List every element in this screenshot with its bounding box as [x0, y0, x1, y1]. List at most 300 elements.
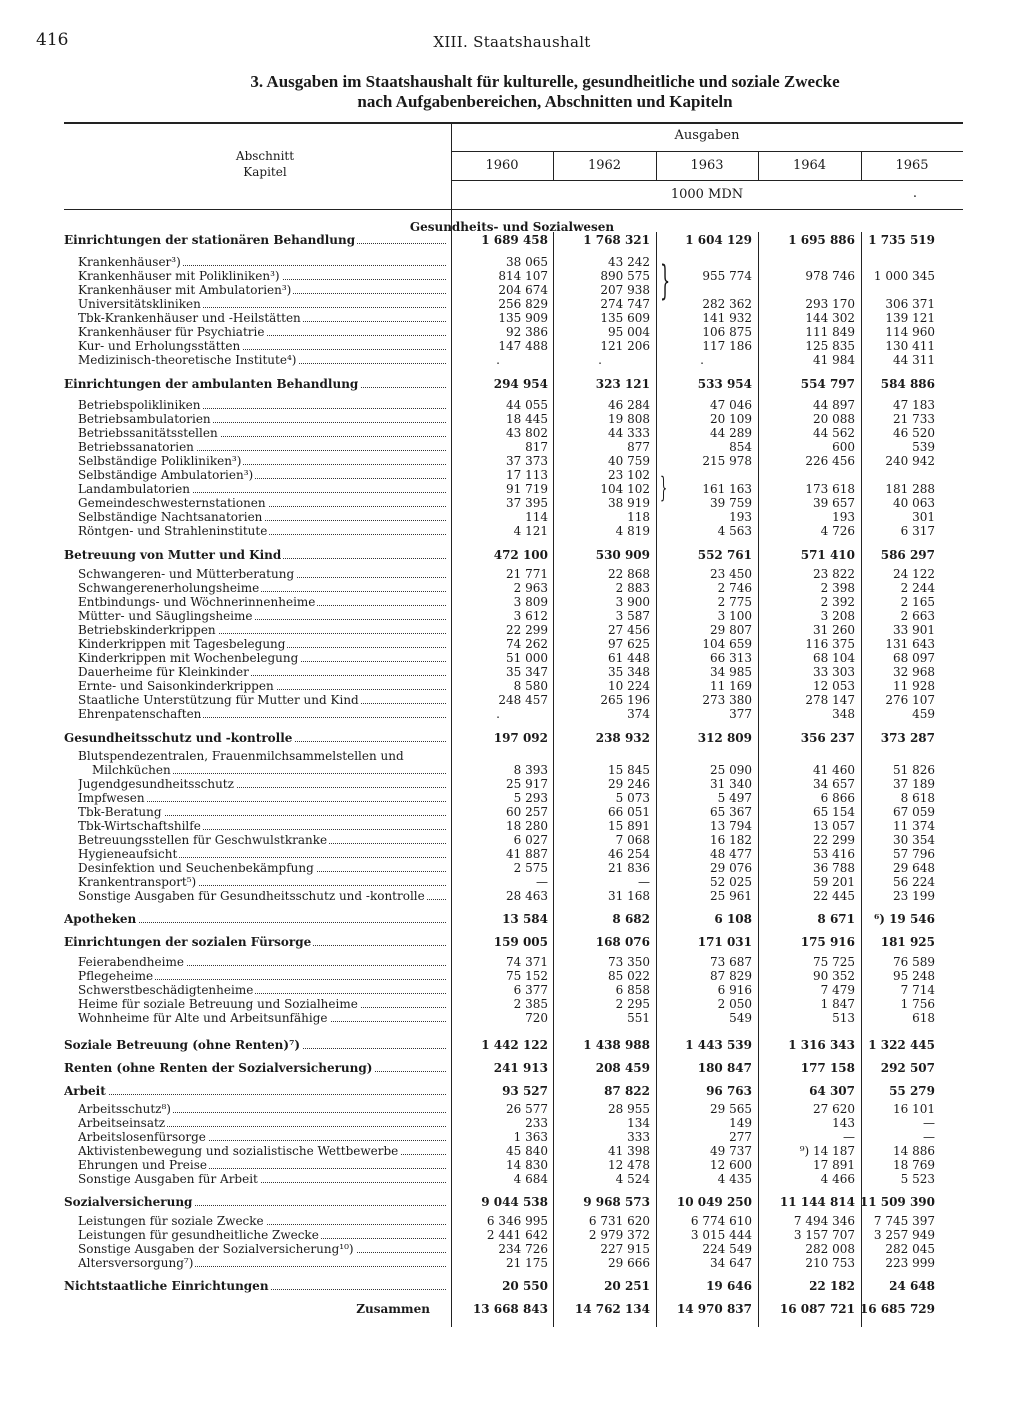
table-cell: 181 288: [885, 482, 935, 496]
table-cell: 32 968: [893, 665, 935, 679]
table-cell: 180 847: [697, 1061, 752, 1075]
table-cell: 1 443 539: [685, 1038, 752, 1052]
row-label-text: Kinderkrippen mit Wochenbelegung: [78, 651, 299, 665]
ausgaben-header: Ausgaben: [674, 128, 740, 143]
table-cell: 5 293: [513, 791, 548, 805]
table-cell: 11 144 814: [779, 1195, 855, 1209]
row-label-section: [64, 1038, 446, 1052]
table-cell: 134: [627, 1116, 650, 1130]
row-label-text: Dauerheime für Kleinkinder: [78, 665, 249, 679]
table-cell: ⁶) 19 546: [873, 912, 935, 926]
table-cell: 40 063: [893, 496, 935, 510]
brace-1963-ambulatorien: }: [660, 471, 668, 504]
table-cell: 29 666: [608, 1256, 650, 1270]
table-cell: 348: [832, 707, 855, 721]
table-cell: 2 050: [717, 997, 752, 1011]
table-cell: 11 374: [893, 819, 935, 833]
row-label-text: Krankenhäuser mit Ambulatorien³): [78, 283, 292, 297]
table-cell: 118: [627, 510, 650, 524]
row-label-text: Altersversorgung⁷): [78, 1256, 194, 1270]
table-cell: 29 076: [710, 861, 752, 875]
table-cell: 49 737: [710, 1144, 752, 1158]
table-cell: 7 714: [900, 983, 935, 997]
table-cell: .: [598, 353, 602, 367]
table-cell: 2 746: [717, 581, 752, 595]
table-cell: 2 392: [820, 595, 855, 609]
table-cell: 278 147: [805, 693, 855, 707]
row-label: [78, 468, 446, 482]
row-label-text: Leistungen für soziale Zwecke: [78, 1214, 264, 1228]
table-cell: 87 829: [710, 969, 752, 983]
table-cell: 1 768 321: [583, 233, 650, 247]
row-label: [78, 398, 446, 412]
table-cell: 29 807: [710, 623, 752, 637]
table-cell: 7 479: [820, 983, 855, 997]
row-label-text: Krankenhäuser mit Polikliniken³): [78, 269, 280, 283]
table-cell: 3 208: [820, 609, 855, 623]
row-label-section: [64, 233, 446, 247]
table-cell: 814 107: [498, 269, 548, 283]
table-cell: 1 442 122: [481, 1038, 548, 1052]
table-cell: 23 822: [813, 567, 855, 581]
row-label: [78, 1144, 446, 1158]
table-cell: 8 393: [513, 763, 548, 777]
table-cell: 44 289: [710, 426, 752, 440]
row-label-section: [64, 548, 446, 562]
table-cell: 149: [729, 1116, 752, 1130]
header-bottom-rule: [64, 209, 963, 210]
table-cell: 144 302: [805, 311, 855, 325]
table-cell: 141 932: [702, 311, 752, 325]
table-cell: ⁹) 14 187: [799, 1144, 855, 1158]
year-1960: 1960: [485, 158, 519, 173]
table-cell: 68 097: [893, 651, 935, 665]
table-cell: —: [843, 1130, 855, 1144]
table-cell: 13 668 843: [472, 1302, 548, 1316]
row-label: [78, 651, 446, 665]
table-cell: 73 687: [710, 955, 752, 969]
table-cell: 181 925: [880, 935, 935, 949]
table-cell: 2 295: [615, 997, 650, 1011]
row-label: [78, 861, 446, 875]
row-label-text: Apotheken: [64, 912, 137, 926]
table-cell: 41 460: [813, 763, 855, 777]
table-cell: —: [923, 1116, 935, 1130]
table-cell: 571 410: [800, 548, 855, 562]
table-cell: 61 448: [608, 651, 650, 665]
table-cell: 64 307: [809, 1084, 855, 1098]
table-cell: 224 549: [702, 1242, 752, 1256]
table-cell: 117 186: [702, 339, 752, 353]
row-label-text: Mütter- und Säuglingsheime: [78, 609, 253, 623]
table-cell: 294 954: [493, 377, 548, 391]
table-cell: 15 845: [608, 763, 650, 777]
table-cell: 22 299: [813, 833, 855, 847]
table-cell: 530 909: [595, 548, 650, 562]
row-label: [78, 805, 446, 819]
table-cell: 175 916: [800, 935, 855, 949]
row-label: [78, 524, 446, 538]
table-cell: 282 008: [805, 1242, 855, 1256]
table-cell: 27 456: [608, 623, 650, 637]
table-cell: 104 102: [600, 482, 650, 496]
row-label-text: Aktivistenbewegung und sozialistische Wettbewerbe: [78, 1144, 399, 1158]
row-label: [78, 1228, 446, 1242]
row-label: [78, 1172, 446, 1186]
table-cell: 241 913: [493, 1061, 548, 1075]
table-cell: 8 682: [612, 912, 650, 926]
row-label: [78, 1102, 446, 1116]
table-cell: 265 196: [600, 693, 650, 707]
table-cell: 114 960: [885, 325, 935, 339]
table-cell: 65 154: [813, 805, 855, 819]
table-cell: 6 027: [513, 833, 548, 847]
row-label: [78, 311, 446, 325]
row-label-text: Wohnheime für Alte und Arbeitsunfähige: [78, 1011, 328, 1025]
row-label-text: Hygieneaufsicht: [78, 847, 178, 861]
table-cell: 10 224: [608, 679, 650, 693]
table-cell: 114: [525, 510, 548, 524]
row-label-text: Schwangerenerholungsheime: [78, 581, 260, 595]
table-cell: 539: [912, 440, 935, 454]
row-label-text: Krankenhäuser für Psychiatrie: [78, 325, 265, 339]
row-label-text: Einrichtungen der stationären Behandlung: [64, 233, 356, 247]
year-1963: 1963: [690, 158, 724, 173]
table-cell: 273 380: [702, 693, 752, 707]
table-cell: 23 199: [893, 889, 935, 903]
row-label-text: Kinderkrippen mit Tagesbelegung: [78, 637, 286, 651]
table-cell: 20 251: [604, 1279, 650, 1293]
table-cell: 14 970 837: [676, 1302, 752, 1316]
row-label-text: Schwerstbeschädigtenheime: [78, 983, 254, 997]
table-cell: 274 747: [600, 297, 650, 311]
table-cell: 29 565: [710, 1102, 752, 1116]
table-cell: 46 284: [608, 398, 650, 412]
table-cell: 204 674: [498, 283, 548, 297]
row-label-text: Heime für soziale Betreuung und Sozialheime: [78, 997, 358, 1011]
row-label: [78, 791, 446, 805]
table-cell: 73 350: [608, 955, 650, 969]
row-label-section: [64, 377, 446, 391]
table-cell: 40 759: [608, 454, 650, 468]
row-label-text: Universitätskliniken: [78, 297, 201, 311]
table-cell: 65 367: [710, 805, 752, 819]
table-cell: 46 254: [608, 847, 650, 861]
table-cell: 27 620: [813, 1102, 855, 1116]
table-cell: 890 575: [600, 269, 650, 283]
title-line-2: nach Aufgabenbereichen, Abschnitten und Kapiteln: [357, 92, 733, 111]
row-label-text: Sozialversicherung: [64, 1195, 193, 1209]
table-cell: 549: [729, 1011, 752, 1025]
unit-label: 1000 MDN: [670, 187, 744, 202]
table-cell: 116 375: [805, 637, 855, 651]
row-label: [78, 983, 446, 997]
table-cell: 248 457: [498, 693, 548, 707]
table-cell: 312 809: [697, 731, 752, 745]
table-cell: 1 322 445: [868, 1038, 935, 1052]
table-cell: 45 840: [506, 1144, 548, 1158]
table-cell: 14 762 134: [574, 1302, 650, 1316]
row-label: [78, 426, 446, 440]
table-cell: 2 165: [900, 595, 935, 609]
table-cell: 34 657: [813, 777, 855, 791]
table-cell: 6 346 995: [486, 1214, 548, 1228]
table-cell: 68 104: [813, 651, 855, 665]
table-cell: 513: [832, 1011, 855, 1025]
running-head: XIII. Staatshaushalt: [433, 33, 591, 51]
table-cell: 30 354: [893, 833, 935, 847]
row-label: [78, 412, 446, 426]
table-cell: 2 244: [900, 581, 935, 595]
table-cell: 1 316 343: [788, 1038, 855, 1052]
table-cell: 130 411: [885, 339, 935, 353]
row-label-text: Betriebsambulatorien: [78, 412, 211, 426]
table-cell: 51 000: [506, 651, 548, 665]
table-cell: 104 659: [702, 637, 752, 651]
table-cell: 147 488: [498, 339, 548, 353]
top-rule: [64, 122, 963, 124]
table-cell: 18 769: [893, 1158, 935, 1172]
table-cell: 5 497: [717, 791, 752, 805]
table-cell: 22 182: [809, 1279, 855, 1293]
table-cell: 533 954: [697, 377, 752, 391]
table-cell: 33 303: [813, 665, 855, 679]
table-cell: 277: [729, 1130, 752, 1144]
row-label: [78, 1242, 446, 1256]
table-cell: 292 507: [880, 1061, 935, 1075]
row-label-text: Desinfektion und Seuchenbekämpfung: [78, 861, 314, 875]
table-cell: 12 478: [608, 1158, 650, 1172]
table-cell: 95 248: [893, 969, 935, 983]
table-cell: 44 333: [608, 426, 650, 440]
row-label-text: Selbständige Polikliniken³): [78, 454, 242, 468]
row-label-text: Renten (ohne Renten der Sozialversicherung): [64, 1061, 373, 1075]
row-label: [78, 595, 446, 609]
table-cell: 91 719: [506, 482, 548, 496]
table-cell: 323 121: [595, 377, 650, 391]
table-cell: 6 108: [714, 912, 752, 926]
year-1964: 1964: [792, 158, 827, 173]
table-cell: 38 065: [506, 255, 548, 269]
table-cell: 20 088: [813, 412, 855, 426]
row-label-text: Röntgen- und Strahleninstitute: [78, 524, 268, 538]
row-label-text: Entbindungs- und Wöchnerinnenheime: [78, 595, 316, 609]
table-cell: 135 909: [498, 311, 548, 325]
table-cell: 8 618: [900, 791, 935, 805]
row-label: [78, 749, 446, 763]
table-cell: 293 170: [805, 297, 855, 311]
table-cell: 55 279: [889, 1084, 935, 1098]
table-cell: 978 746: [805, 269, 855, 283]
row-label: [78, 679, 446, 693]
row-label: [78, 693, 446, 707]
row-label: [78, 997, 446, 1011]
table-cell: 39 657: [813, 496, 855, 510]
table-cell: 1 689 458: [481, 233, 548, 247]
table-cell: 111 849: [805, 325, 855, 339]
year-1962: 1962: [587, 158, 622, 173]
row-label: [78, 777, 446, 791]
table-cell: 3 809: [513, 595, 548, 609]
table-cell: 24 122: [893, 567, 935, 581]
table-cell: 23 102: [608, 468, 650, 482]
table-cell: 1 735 519: [868, 233, 935, 247]
table-cell: 25 961: [710, 889, 752, 903]
row-label-text: Betriebspolikliniken: [78, 398, 201, 412]
table-cell: 3 900: [615, 595, 650, 609]
table-cell: 3 015 444: [690, 1228, 752, 1242]
table-cell: 43 802: [506, 426, 548, 440]
row-label-text: Leistungen für gesundheitliche Zwecke: [78, 1228, 319, 1242]
row-label-text: Ernte- und Saisonkinderkrippen: [78, 679, 274, 693]
table-cell: 44 562: [813, 426, 855, 440]
table-cell: 7 068: [615, 833, 650, 847]
row-label-section: [64, 731, 446, 745]
row-label-section: [64, 1084, 446, 1098]
table-cell: 57 796: [893, 847, 935, 861]
row-label: [78, 623, 446, 637]
row-label-text: Krankenhäuser³): [78, 255, 181, 269]
table-cell: 20 550: [502, 1279, 548, 1293]
table-cell: 26 577: [506, 1102, 548, 1116]
table-cell: 210 753: [805, 1256, 855, 1270]
row-label: [78, 1116, 446, 1130]
table-cell: 125 835: [805, 339, 855, 353]
table-cell: 52 025: [710, 875, 752, 889]
table-cell: 16 087 721: [779, 1302, 855, 1316]
table-title: [120, 72, 970, 112]
table-cell: 551: [627, 1011, 650, 1025]
table-cell: 36 788: [813, 861, 855, 875]
table-cell: 75 152: [506, 969, 548, 983]
row-label: [78, 833, 446, 847]
row-label-section: [64, 935, 446, 949]
table-cell: 41 398: [608, 1144, 650, 1158]
table-cell: 37 189: [893, 777, 935, 791]
table-cell: 12 053: [813, 679, 855, 693]
table-cell: 90 352: [813, 969, 855, 983]
table-cell: 74 262: [506, 637, 548, 651]
table-cell: 4 466: [820, 1172, 855, 1186]
table-cell: 44 311: [893, 353, 935, 367]
table-cell: 1 363: [513, 1130, 548, 1144]
row-label: [78, 889, 446, 903]
table-cell: 197 092: [493, 731, 548, 745]
row-label-text: Betriebssanitätsstellen: [78, 426, 218, 440]
table-cell: .: [496, 353, 500, 367]
row-label-text: Schwangeren- und Mütterberatung: [78, 567, 295, 581]
row-label: [78, 567, 446, 581]
row-label-text: Einrichtungen der sozialen Fürsorge: [64, 935, 312, 949]
table-cell: 53 416: [813, 847, 855, 861]
row-label: [78, 297, 446, 311]
table-cell: 14 830: [506, 1158, 548, 1172]
table-cell: 2 575: [513, 861, 548, 875]
row-label-text: Arbeitslosenfürsorge: [78, 1130, 206, 1144]
row-label: [78, 339, 446, 353]
table-cell: 60 257: [506, 805, 548, 819]
table-cell: 4 726: [820, 524, 855, 538]
table-cell: 333: [627, 1130, 650, 1144]
table-cell: 97 625: [608, 637, 650, 651]
year-1965: 1965: [895, 158, 929, 173]
table-cell: 41 984: [813, 353, 855, 367]
row-label-text: Sonstige Ausgaben für Gesundheitsschutz und -kontrolle: [78, 889, 425, 903]
table-cell: 31 168: [608, 889, 650, 903]
row-label: [78, 847, 446, 861]
header-rule-2: [451, 180, 963, 181]
table-cell: —: [638, 875, 650, 889]
table-cell: 238 932: [595, 731, 650, 745]
table-cell: 37 395: [506, 496, 548, 510]
row-label-text: Blutspendezentralen, Frauenmilchsammelstellen und: [78, 749, 404, 763]
table-cell: 12 600: [710, 1158, 752, 1172]
table-cell: 56 224: [893, 875, 935, 889]
row-label: [78, 1256, 446, 1270]
table-cell: 6 317: [900, 524, 935, 538]
table-cell: 226 456: [805, 454, 855, 468]
table-cell: 1 756: [900, 997, 935, 1011]
row-label-text: Betriebssanatorien: [78, 440, 194, 454]
table-cell: 1 604 129: [685, 233, 752, 247]
table-cell: 21 836: [608, 861, 650, 875]
table-cell: 877: [627, 440, 650, 454]
row-label-text: Gemeindeschwesternstationen: [78, 496, 266, 510]
table-cell: 223 999: [885, 1256, 935, 1270]
table-cell: 93 527: [502, 1084, 548, 1098]
row-label: [78, 707, 446, 721]
row-label: [78, 1158, 446, 1172]
table-cell: 2 963: [513, 581, 548, 595]
row-label: [78, 955, 446, 969]
stub-header: Abschnitt Kapitel: [235, 149, 295, 179]
table-cell: 43 242: [608, 255, 650, 269]
table-cell: 2 385: [513, 997, 548, 1011]
table-cell: 22 299: [506, 623, 548, 637]
table-cell: 208 459: [595, 1061, 650, 1075]
row-label-section: [64, 1061, 446, 1075]
section-title: Gesundheits- und Sozialwesen: [409, 220, 615, 234]
row-label-text: Medizinisch-theoretische Institute⁴): [78, 353, 297, 367]
row-label: [78, 283, 446, 297]
table-cell: 31 260: [813, 623, 855, 637]
row-label-text: Milchküchen: [92, 763, 171, 777]
table-cell: 23 450: [710, 567, 752, 581]
table-cell: 51 826: [893, 763, 935, 777]
table-cell: 7 494 346: [793, 1214, 855, 1228]
row-label-text: Betreuung von Mutter und Kind: [64, 548, 282, 562]
table-cell: 37 373: [506, 454, 548, 468]
table-cell: 1 438 988: [583, 1038, 650, 1052]
row-label-text: Selbständige Nachtsanatorien: [78, 510, 263, 524]
row-label-text: Tbk-Wirtschaftshilfe: [78, 819, 201, 833]
table-cell: 6 858: [615, 983, 650, 997]
table-cell: 373 287: [880, 731, 935, 745]
row-label-section: [64, 912, 446, 926]
row-label-text: Zusammen: [356, 1302, 430, 1316]
row-label-text: Ehrungen und Preise: [78, 1158, 207, 1172]
table-cell: 16 685 729: [859, 1302, 935, 1316]
unit-dot: .: [912, 186, 918, 201]
table-cell: 66 051: [608, 805, 650, 819]
table-cell: 131 643: [885, 637, 935, 651]
row-label-text: Betreuungsstellen für Geschwulstkranke: [78, 833, 328, 847]
table-cell: 14 886: [893, 1144, 935, 1158]
table-cell: 25 917: [506, 777, 548, 791]
table-cell: 38 919: [608, 496, 650, 510]
table-cell: 143: [832, 1116, 855, 1130]
table-cell: 586 297: [880, 548, 935, 562]
